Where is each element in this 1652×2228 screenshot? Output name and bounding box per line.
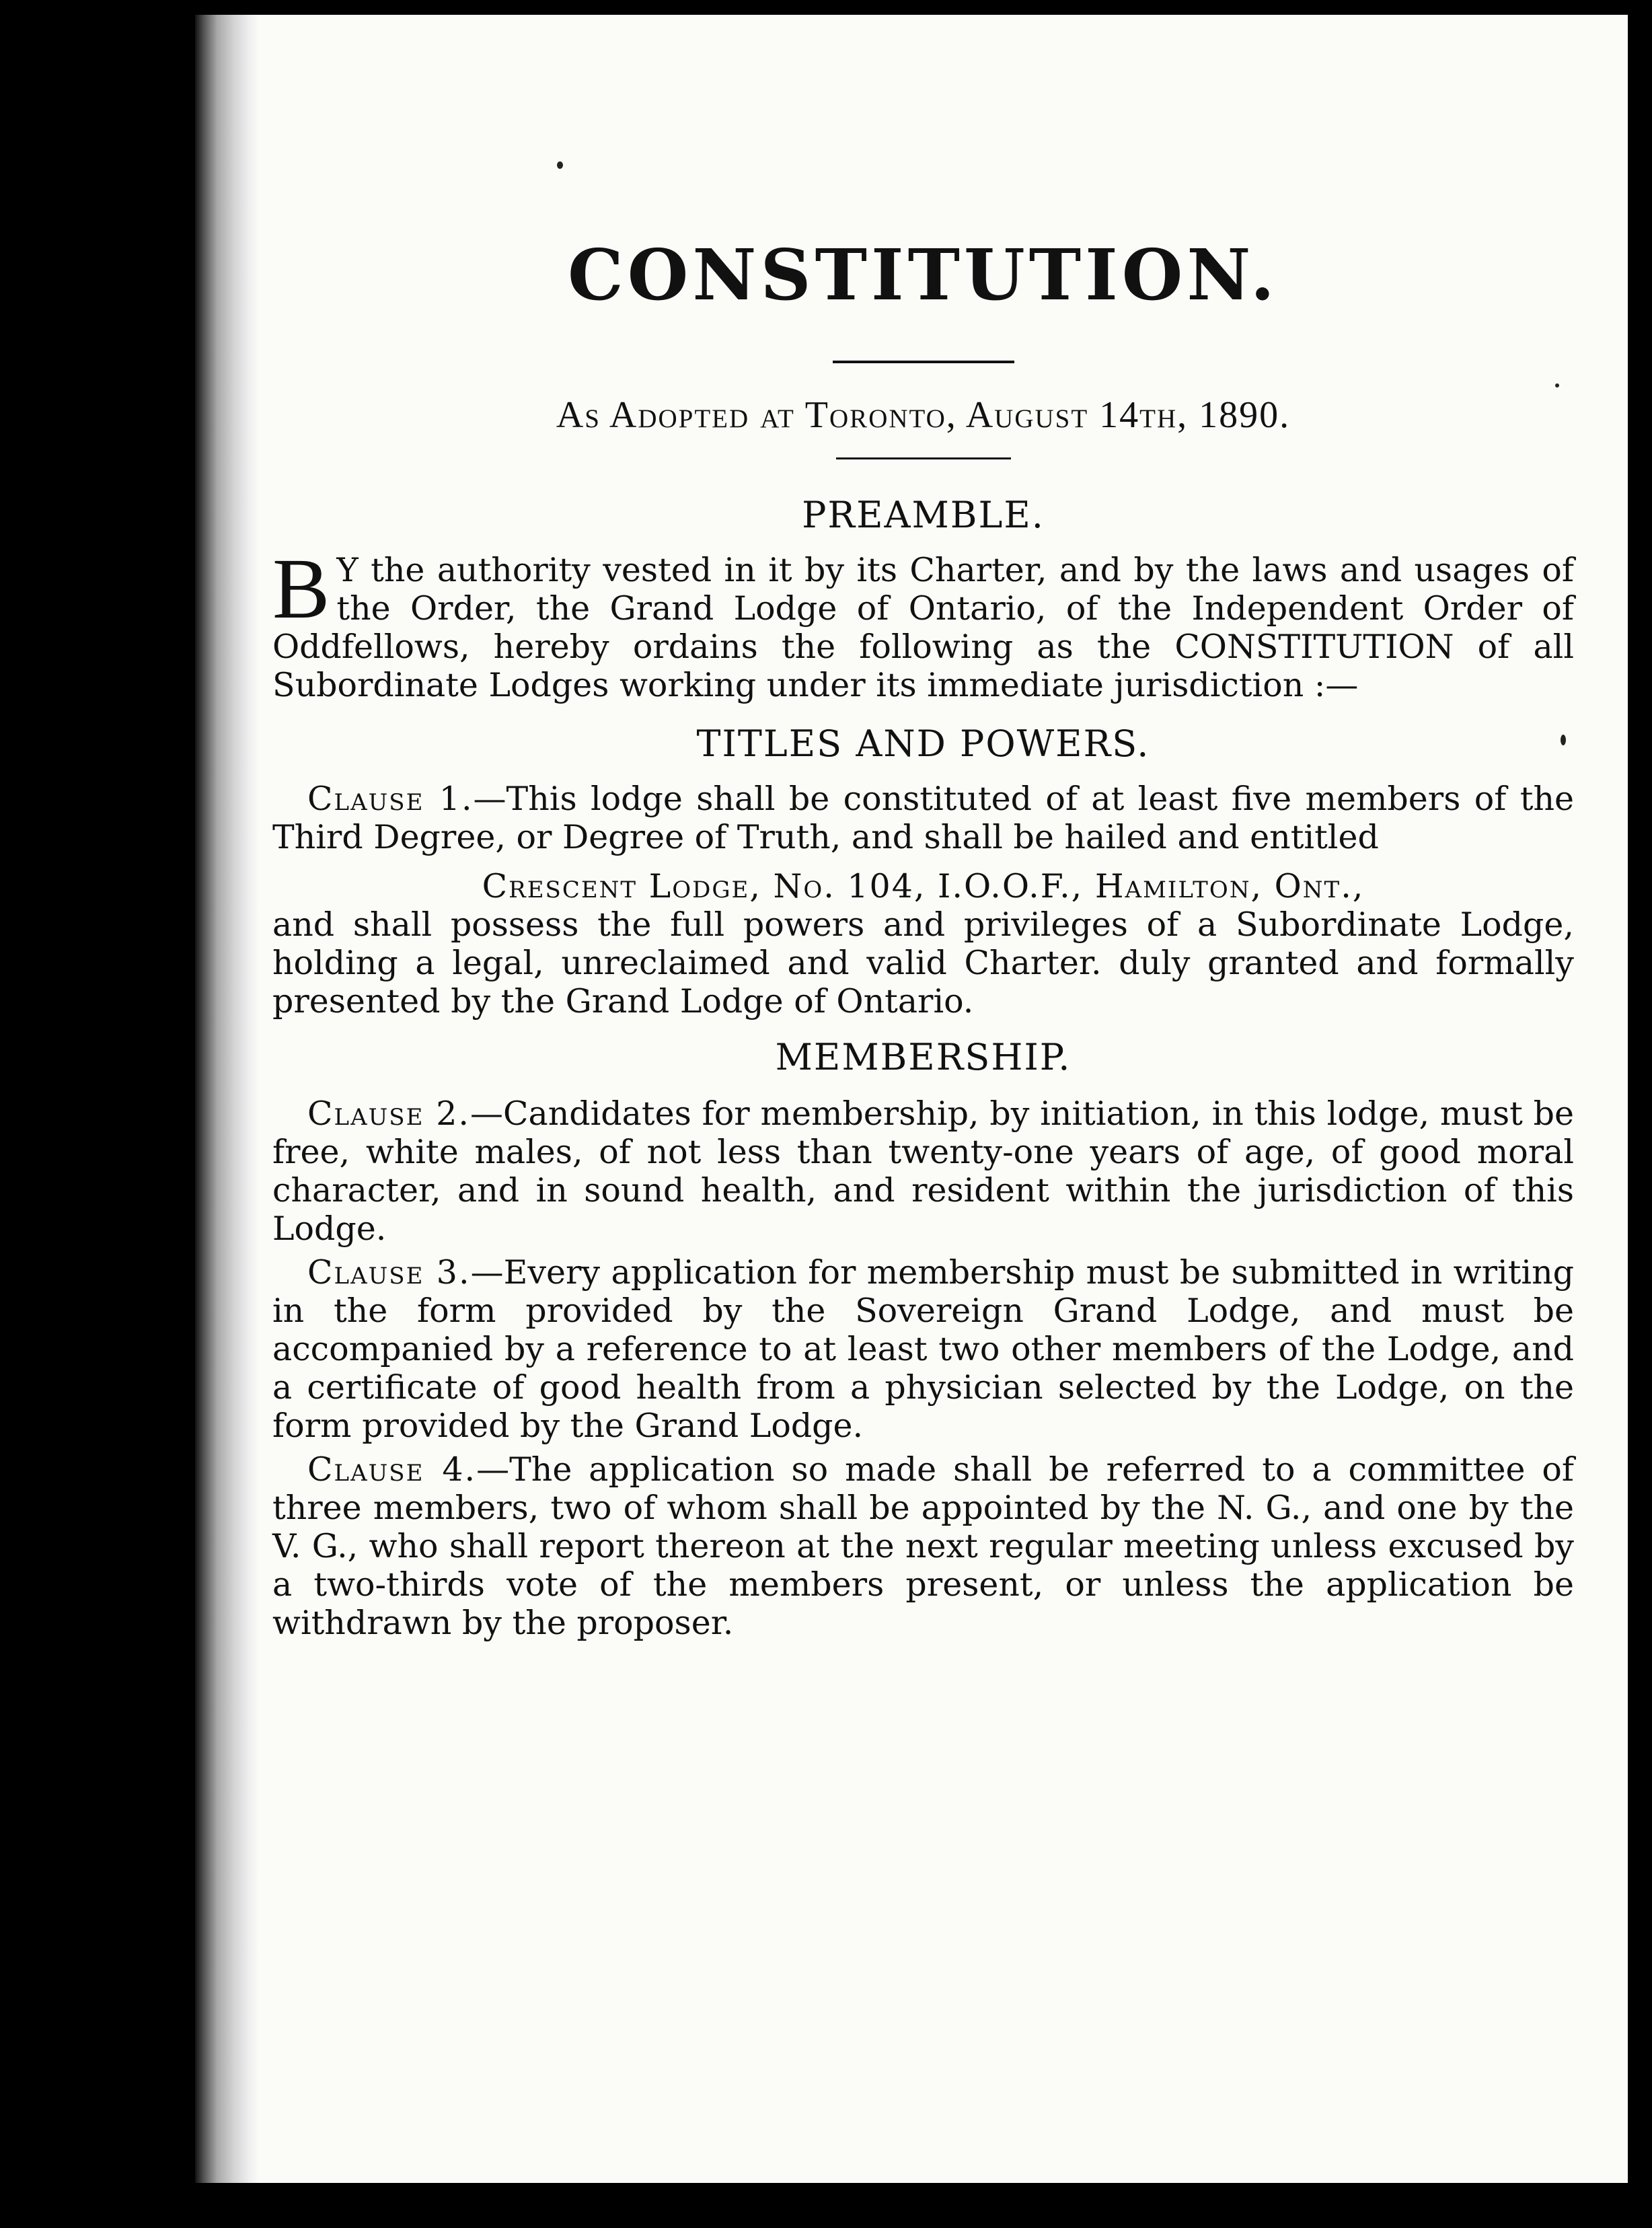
clause-4-text: —The application so made shall be referred to a committee of three members, two of whom shall be appointed by the N. G., and one by the V. G., who shall report thereon at the next regular meeting unless excused by a two-thirds vote of the members present, or unless the application be withdrawn by the proposer. [272,1450,1575,1643]
clause-2 [272,1094,1574,1248]
clause-2-label: Clause 2. [307,1094,470,1134]
clause-2-text: —Candidates for membership, by initiation, in this lodge, must be free, white males, of not less than twenty-one years of age, of good moral character, and in sound health, and resident within the jurisdiction of this Lodge. [272,1094,1574,1249]
clause-1-continued: and shall possess the full powers and privileges of a Subordinate Lodge, holding a legal, unreclaimed and valid Charter. duly granted and formally presented by the Grand Lodge of Ontario. [272,905,1574,1020]
titles-and-powers-heading: TITLES AND POWERS. [696,722,1150,765]
clause-1 [272,780,1574,856]
scan-border-top [0,0,1652,15]
preamble-paragraph [272,540,1574,704]
adoption-line: As Adopted at Toronto, August 14th, 1890. [556,394,1291,437]
lodge-name: Crescent Lodge, No. 104, I.O.O.F., Hamilton, Ont., [482,866,1365,905]
clause-3 [272,1253,1574,1445]
scan-speck [557,161,563,169]
clause-1-label: Clause 1. [307,779,474,818]
document-page [195,15,1628,2183]
preamble-body: Y the authority vested in it by its Charter, and by the laws and usages of the Order, the Grand Lodge of Ontario, of the Independent Order of Oddfellows, hereby ordains the following as the CONSTITUTION of all Subordinate Lodges working under its immediate jurisdiction :— [272,550,1574,704]
page-text [272,233,1575,1643]
title-rule [833,361,1014,363]
clause-4 [272,1450,1574,1642]
document-title: CONSTITUTION. [568,233,1279,316]
clause-3-label: Clause 3. [307,1253,471,1292]
scan-border-bottom [0,2183,1652,2228]
membership-heading: MEMBERSHIP. [775,1035,1072,1078]
page-spine-shadow [195,15,259,2183]
clause-3-text: —Every application for membership must be submitted in writing in the form provided by the Sovereign Grand Lodge, and must be accompanied by a reference to at least two other members of the Lodge, and a certificate of good health from a physician selected by the Lodge, on the form provided by the Grand Lodge. [272,1253,1575,1446]
preamble-heading: PREAMBLE. [802,493,1045,536]
preamble-drop-cap: B [272,540,330,636]
clause-1-text: —This lodge shall be constituted of at least five members of the Third Degree, or Degree of Truth, and shall be hailed and entitled [272,779,1574,856]
clause-4-label: Clause 4. [307,1450,477,1489]
adoption-rule [836,457,1011,459]
